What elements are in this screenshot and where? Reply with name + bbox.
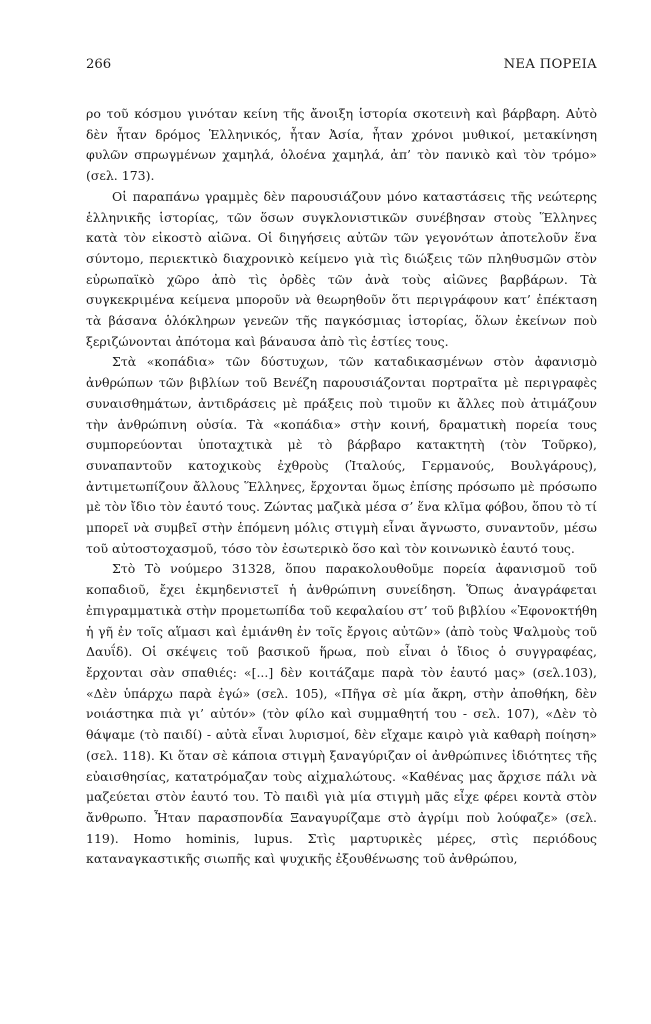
body-text	[86, 104, 597, 870]
paragraph: Στὸ Τὸ νούμερο 31328, ὅπου παρακολουθοῦμε πορεία ἀφανισμοῦ τοῦ κοπαδιοῦ, ἔχει ἐκμηδενιστεῖ ἡ ἀνθρώπινη συνείδηση. Ὅπως ἀναγράφεται ἐπιγραμματικὰ στὴν προμετωπίδα τοῦ κεφαλαίου στ’ τοῦ βιβλίου «Ἐφονοκτήθη ἡ γῆ ἐν τοῖς αἵμασι καὶ ἐμιάνθη ἐν τοῖς ἔργοις αὐτῶν» (ἀπὸ τοὺς Ψαλμοὺς τοῦ Δαυΐδ). Οἱ σκέψεις τοῦ βασικοῦ ἥρωα, ποὺ εἶναι ὁ ἴδιος ὁ συγγραφέας, ἔρχονται σὰν σπαθιές: «[...] δὲν κοιτάζαμε παρὰ τὸν ἑαυτό μας» (σελ.103), «Δὲν ὑπάρχω παρὰ ἐγώ» (σελ. 105), «Πῆγα σὲ μία ἄκρη, στὴν ἀποθήκη, δὲν νοιάστηκα πιὰ γι’ αὐτόν» (τὸν φίλο καὶ συμμαθητή του - σελ. 107), «Δὲν τὸ θάψαμε (τὸ παιδί) - αὐτὰ εἶναι λυρισμοί, δὲν εἴχαμε καιρὸ γιὰ καθαρὴ ποίηση» (σελ. 118). Κι ὅταν σὲ κάποια στιγμὴ ξαναγύριζαν οἱ ἀνθρώπινες ἰδιότητες τῆς εὐαισθησίας, κατατρόμαζαν τοὺς αἰχμαλώτους. «Καθένας μας ἄρχισε πάλι νὰ μαζεύεται στὸν ἑαυτό του. Τὸ παιδὶ γιὰ μία στιγμὴ μᾶς εἶχε φέρει κοντὰ στὸν ἄνθρωπο. Ἦταν παρασπονδία Ξαναγυρίζαμε στὸ ἀγρίμι ποὺ λούφαζε» (σελ. 119). Homo hominis, lupus. Στὶς μαρτυρικὲς μέρες, στὶς περιόδους καταναγκαστικῆς σιωπῆς καὶ ψυχικῆς ἐξουθένωσης τοῦ ἀνθρώπου,	[86, 561, 597, 867]
paragraph-continued: ρο τοῦ κόσμου γινόταν κείνη τῆς ἄνοιξη ἱστορία σκοτεινὴ καὶ βάρβαρη. Αὐτὸ δὲν ἦταν δρόμος Ἑλληνικός, ἦταν Ἀσία, ἦταν χρόνοι μυθικοί, μετακίνηση φυλῶν σπρωγμένων χαμηλά, ὁλοένα χαμηλά, ἀπ’ τὸν πανικὸ καὶ τὸν τρόμο» (σελ. 173).	[86, 106, 597, 184]
page-header	[86, 56, 597, 74]
running-title: ΝΕΑ ΠΟΡΕΙΑ	[503, 57, 597, 72]
paragraph: Στὰ «κοπάδια» τῶν δύστυχων, τῶν καταδικασμένων στὸν ἀφανισμὸ ἀνθρώπων τῶν βιβλίων τοῦ Βενέζη παρουσιάζονται πορτραῖτα μὲ περιγραφὲς συναισθημάτων, ἀντιδράσεις μὲ πράξεις ποὺ τιμοῦν κι ἄλλες ποὺ ἀτιμάζουν τὴν ἀνθρώπινη οὐσία. Τὰ «κοπάδια» στὴν κοινή, δραματικὴ πορεία τους συμπορεύονται ὑποταχτικὰ μὲ τὸ βάρβαρο κατακτητὴ (τὸν Τοῦρκο), συναπαντοῦν κατοχικοὺς ἐχθροὺς (Ἰταλούς, Γερμανούς, Βουλγάρους), ἀντιμετωπίζουν ἄλλους Ἕλληνες, ἔρχονται ὅμως ἐπίσης πρόσωπο μὲ πρόσωπο μὲ τὸν ἴδιο τὸν ἑαυτό τους. Ζώντας μαζικὰ μέσα σ’ ἕνα κλῖμα φόβου, ὅπου τὸ τί μπορεῖ νὰ συμβεῖ στὴν ἑπόμενη μόλις στιγμὴ εἶναι ἄγνωστο, συναντοῦν, μέσω τοῦ αὐτοστοχασμοῦ, τόσο τὸν ἐσωτερικὸ ὅσο καὶ τὸν κοινωνικὸ ἑαυτό τους.	[86, 354, 597, 556]
paragraph: Οἱ παραπάνω γραμμὲς δὲν παρουσιάζουν μόνο καταστάσεις τῆς νεώτερης ἑλληνικῆς ἱστορίας, τῶν ὅσων συγκλονιστικῶν συνέβησαν στοὺς Ἕλληνες κατὰ τὸν εἰκοστὸ αἰῶνα. Οἱ διηγήσεις αὐτῶν τῶν γεγονότων ἀποτελοῦν ἕνα σύντομο, περιεκτικὸ διαχρονικὸ κείμενο γιὰ τὶς διώξεις τῶν πληθυσμῶν στὸν εὐρωπαϊκὸ χῶρο ἀπὸ τὶς ὀρδὲς τῶν ἀνὰ τοὺς αἰῶνες βαρβάρων. Τὰ συγκεκριμένα κείμενα μποροῦν νὰ θεωρηθοῦν ὅτι περιγράφουν κατ’ ἐπέκταση τὰ βάσανα ὁλόκληρων γενεῶν τῆς παγκόσμιας ἱστορίας, ὅλων ἐκείνων ποὺ ξεριζώνονται ἀπότομα καὶ βάναυσα ἀπὸ τὶς ἑστίες τους.	[86, 188, 597, 349]
page-number: 266	[86, 57, 112, 72]
